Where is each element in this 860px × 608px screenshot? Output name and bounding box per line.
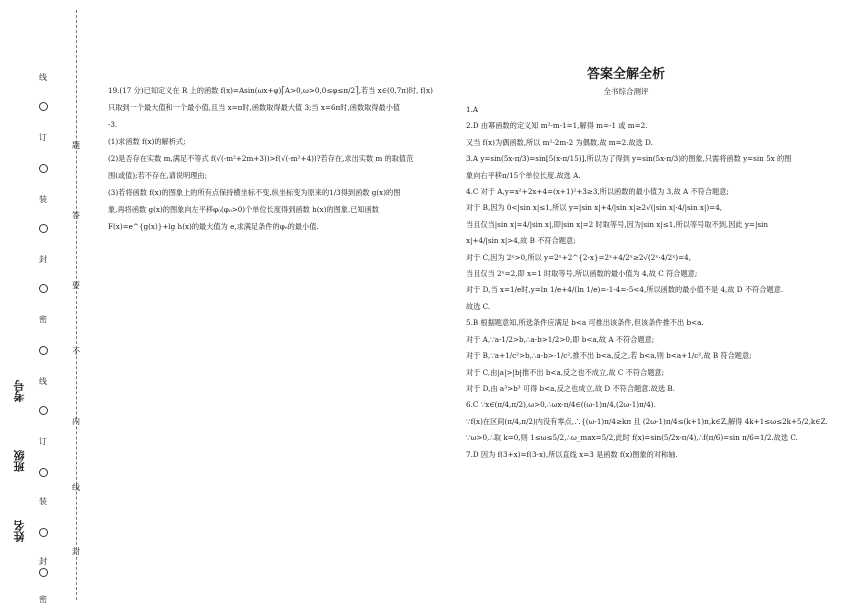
binding-inner-mark: 线 <box>72 483 80 492</box>
binding-inner-mark: 封 <box>72 547 80 556</box>
student-info-field: 姓名 <box>13 520 26 542</box>
binding-dashed-line <box>76 10 77 600</box>
question-line: 19.(17 分)已知定义在 R 上的函数 f(x)=Asin(ωx+φ)⎡A>0,ω>0,0≤φ≤π/2⎤,若当 x∈(0,7π)时, f(x) <box>108 86 433 95</box>
binding-mark: 线 <box>39 377 47 386</box>
question-line: 只取到一个最大值和一个最小值,且当 x=π时,函数取得最大值 3;当 x=6π时,函数取得最小值 <box>108 103 401 112</box>
answer-line: 对于 C,因为 2ˣ>0,所以 y=2ˣ+2^{2-x}=2ˣ+4/2ˣ≥2√(2ˣ·4/2ˣ)=4, <box>466 252 691 262</box>
binding-mark: 装 <box>39 497 47 506</box>
question-line: F(x)=e^{g(x)}+lg h(x)的最大值为 e,求满足条件的φ₀的最小值. <box>108 222 319 231</box>
question-line: (2)是否存在实数 m,满足不等式 f(√(-m²+2m+3))>f(√(-m²+4))?若存在,求出实数 m 的取值范 <box>108 154 414 163</box>
binding-strip <box>0 0 100 608</box>
question-line: 象,再将函数 g(x)的图象向左平移φ₀(φ₀>0)个单位长度得到函数 h(x)的图象.已知函数 <box>108 205 379 214</box>
answer-lines <box>466 102 846 463</box>
binding-mark: 封 <box>39 557 47 566</box>
binding-hole <box>39 568 48 577</box>
answer-line: ∵ω>0,∴取 k=0,则 1≤ω≤5/2,∴ω_max=5/2,此时 f(x)=sin(5/2x-π/4),∴f(π/6)=sin π/6=1/2.故选 C. <box>466 433 798 443</box>
answer-line: ∵f(x)在区间(π/4,π/2)内没有零点,∴{(ω-1)π/4≥kπ 且 (2ω-1)π/4≤(k+1)π,k∈Z,解得 4k+1≤ω≤2k+5/2,k∈Z. <box>466 416 828 426</box>
answer-line: 3.A y=sin(5x-π/3)=sin[5(x-π/15)],所以为了得到 y=sin(5x-π/3)的图象,只需将函数 y=sin 5x 的图 <box>466 154 792 164</box>
answer-line: 6.C ∵x∈(π/4,π/2),ω>0,∴ωx-π/4∈((ω-1)π/4,(2ω-1)π/4). <box>466 400 656 410</box>
binding-inner-mark: 要 <box>72 281 80 290</box>
answer-line: 2.D 由幂函数的定义知 m²-m-1=1,解得 m=-1 或 m=2. <box>466 121 648 131</box>
answer-line: 故选 C. <box>466 301 491 311</box>
answer-line: 当且仅当|sin x|=4/|sin x|,即|sin x|=2 时取等号,因为|sin x|≤1,所以等号取不到,因此 y=|sin <box>466 219 768 229</box>
binding-mark: 订 <box>39 133 47 142</box>
binding-hole <box>39 528 48 537</box>
question-line: -3. <box>108 120 118 129</box>
answer-line: 7.D 因为 f(3+x)=f(3-x),所以直线 x=3 是函数 f(x)图象的对称轴. <box>466 449 678 459</box>
answer-line: 又当 f(x)为偶函数,所以 m²-2m-2 为偶数,故 m=2.故选 D. <box>466 137 653 147</box>
answers-title: 答案全解全析 <box>586 67 665 82</box>
answer-line: 1.A <box>466 105 479 114</box>
binding-inner-mark: 不 <box>72 347 80 356</box>
answer-line: 4.C 对于 A,y=x²+2x+4=(x+1)²+3≥3,所以函数的最小值为 3,故 A 不符合题意; <box>466 187 729 197</box>
binding-hole <box>39 284 48 293</box>
binding-mark: 密 <box>39 595 47 604</box>
question-19 <box>108 82 453 235</box>
binding-hole <box>39 406 48 415</box>
answer-line: 对于 D,当 x=1/e时,y=ln 1/e+4/(ln 1/e)=-1-4=-5<4,所以函数的最小值不是 4,故 D 不符合题意. <box>466 285 784 295</box>
student-info-field: 考号 <box>13 380 26 402</box>
binding-inner-mark: 答 <box>72 211 80 220</box>
answer-line: 对于 B,因为 0<|sin x|≤1,所以 y=|sin x|+4/|sin x|≥2√(|sin x|·4/|sin x|)=4, <box>466 203 723 213</box>
binding-hole <box>39 164 48 173</box>
binding-mark: 密 <box>39 315 47 324</box>
answer-line: 5.B 根据题意知,所选条件应满足 b<a 可推出该条件,但该条件推不出 b<a. <box>466 318 704 328</box>
answer-line: 当且仅当 2ˣ=2,即 x=1 时取等号,所以函数的最小值为 4,故 C 符合题意; <box>466 269 698 279</box>
answer-line: 对于 B,∵a+1/c²>b,∴a-b>-1/c²,推不出 b<a,反之,若 b<a,则 b<a+1/c²,故 B 符合题意; <box>466 351 752 361</box>
binding-inner-mark: 内 <box>72 417 80 426</box>
binding-mark: 装 <box>39 195 47 204</box>
binding-hole <box>39 102 48 111</box>
binding-mark: 线 <box>39 73 47 82</box>
binding-hole <box>39 346 48 355</box>
question-line: 围(或值);若不存在,请说明理由; <box>108 171 207 180</box>
question-line: (3)若将函数 f(x)的图象上的所有点保持横坐标不变,纵坐标变为原来的1/3得到函数 g(x)的图 <box>108 188 401 197</box>
answer-line: x|+4/|sin x|>4,故 B 不符合题意; <box>466 236 576 246</box>
answer-line: 对于 A,∵a-1/2>b,∴a-b>1/2>0,即 b<a,故 A 不符合题意; <box>466 334 655 344</box>
answer-line: 象向右平移π/15个单位长度.故选 A. <box>466 170 581 180</box>
binding-mark: 封 <box>39 255 47 264</box>
answer-section <box>466 66 846 463</box>
answer-line: 对于 C,由|a|>|b|推不出 b<a,反之也不成立,故 C 不符合题意; <box>466 367 665 377</box>
student-info-field: 班级 <box>13 450 26 472</box>
answers-subtitle: 全书综合测评 <box>603 87 649 96</box>
question-line: (1)求函数 f(x)的解析式; <box>108 137 186 146</box>
binding-hole <box>39 224 48 233</box>
binding-hole <box>39 468 48 477</box>
answer-line: 对于 D,由 a³>b³ 可得 b<a,反之也成立,故 D 不符合题意.故选 B. <box>466 383 675 393</box>
binding-inner-mark: 题 <box>72 141 80 150</box>
binding-mark: 订 <box>39 437 47 446</box>
